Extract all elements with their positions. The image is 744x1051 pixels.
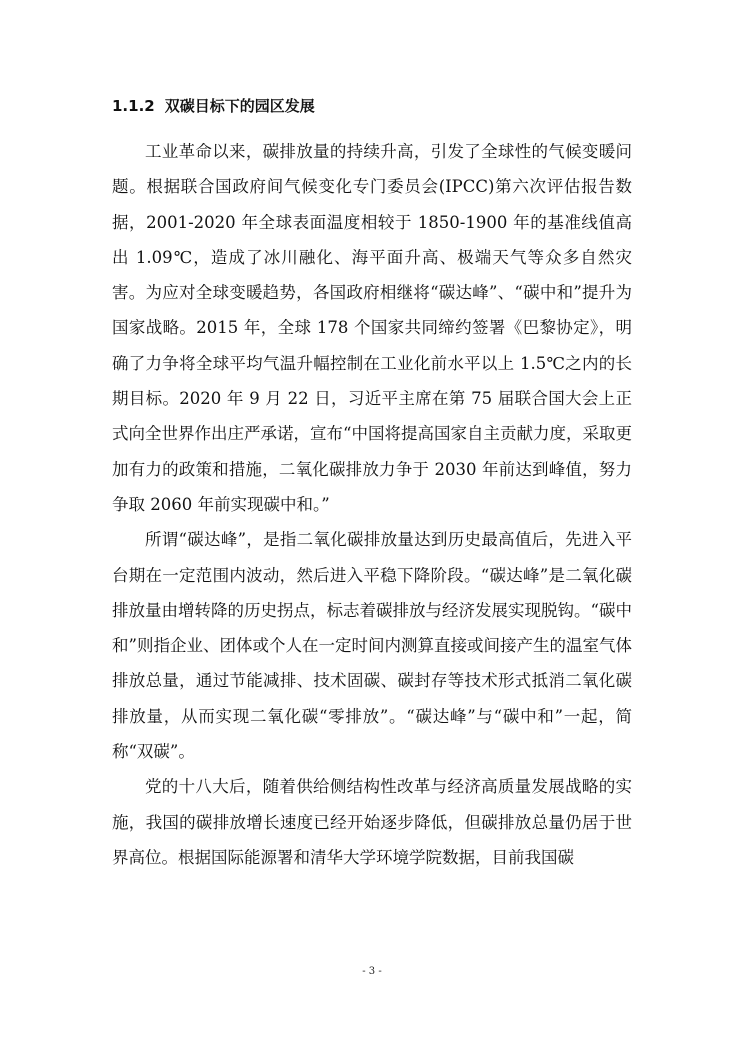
page-content	[112, 92, 632, 875]
paragraph-carbon-definitions: 所谓“碳达峰”，是指二氧化碳排放量达到历史最高值后，先进入平台期在一定范围内波动，然后进入平稳下降阶段。“碳达峰”是二氧化碳排放量由增转降的历史拐点，标志着碳排放与经济发展实现脱钩。“碳中和”则指企业、团体或个人在一定时间内测算直接或间接产生的温室气体排放总量，通过节能减排、技术固碳、碳封存等技术形式抵消二氧化碳排放量，从而实现二氧化碳“零排放”。“碳达峰”与“碳中和”一起，简称“双碳”。	[112, 530, 632, 762]
section-title: 双碳目标下的园区发展	[164, 97, 315, 115]
section-number: 1.1.2	[112, 97, 155, 115]
paragraph-china-emissions: 党的十八大后，随着供给侧结构性改革与经济高质量发展战略的实施，我国的碳排放增长速度已经开始逐步降低，但碳排放总量仍居于世界高位。根据国际能源署和清华大学环境学院数据，目前我国碳	[112, 777, 632, 867]
paragraph-global-warming: 工业革命以来，碳排放量的持续升高，引发了全球性的气候变暖问题。根据联合国政府间气候变化专门委员会(IPCC)第六次评估报告数据，2001-2020 年全球表面温度相较于 1850-1900 年的基准线值高出 1.09℃，造成了冰川融化、海平面升高、极端天气等众多自然灾害。为应对全球变暖趋势，各国政府相继将“碳达峰”、“碳中和”提升为国家战略。2015 年，全球 178 个国家共同缔约签署《巴黎协定》，明确了力争将全球平均气温升幅控制在工业化前水平以上 1.5℃之内的长期目标。2020 年 9 月 22 日，习近平主席在第 75 届联合国大会上正式向全世界作出庄严承诺，宣布“中国将提高国家自主贡献力度，采取更加有力的政策和措施，二氧化碳排放力争于 2030 年前达到峰值，努力争取 2060 年前实现碳中和。”	[112, 142, 632, 514]
section-heading	[112, 92, 632, 120]
page-number: - 3 -	[362, 966, 382, 977]
